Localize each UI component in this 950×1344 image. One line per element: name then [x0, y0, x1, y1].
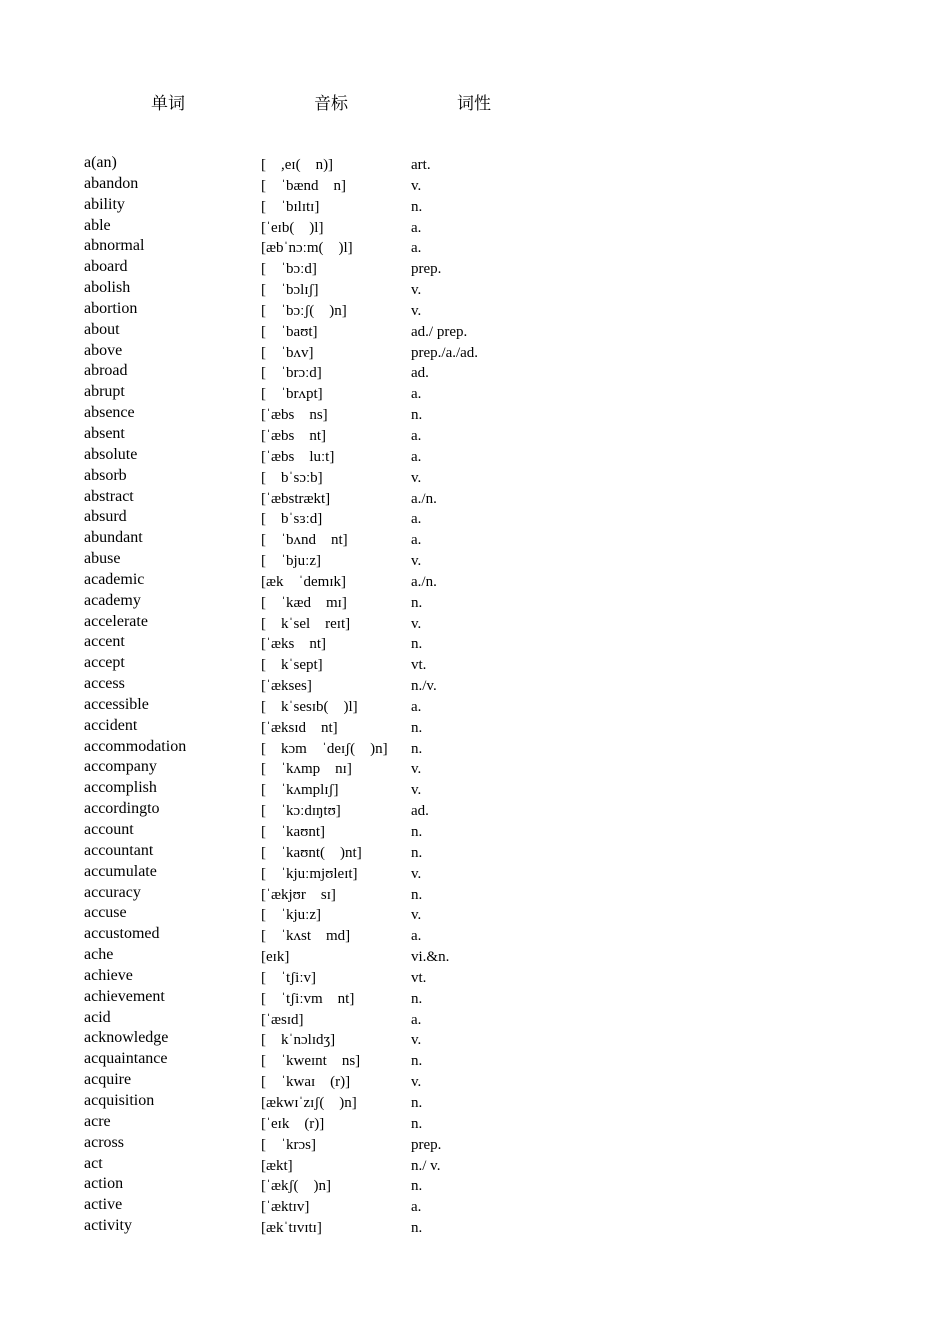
entry-word: absurd [84, 508, 127, 526]
vocabulary-row [0, 1008, 950, 1029]
entry-phonetic: [ˈæbs luːt] [261, 448, 335, 465]
vocabulary-row [0, 320, 950, 341]
entry-phonetic: [ˈæksɪd nt] [261, 719, 338, 736]
entry-phonetic: [ bˈsɜːd] [261, 511, 323, 528]
vocabulary-row [0, 1070, 950, 1091]
vocabulary-row [0, 341, 950, 362]
entry-word: accent [84, 633, 125, 651]
entry-phonetic: [ˈæktɪv] [261, 1199, 310, 1216]
entry-phonetic: [ ˈkweɪnt ns] [261, 1053, 361, 1070]
vocabulary-row [0, 257, 950, 278]
entry-word: across [84, 1133, 124, 1151]
entry-part-of-speech: n./v. [411, 678, 437, 695]
vocabulary-row [0, 278, 950, 299]
entry-word: absent [84, 424, 125, 442]
vocabulary-row [0, 945, 950, 966]
entry-part-of-speech: a./n. [411, 490, 437, 507]
entry-phonetic: [ ˈkʌst md] [261, 928, 351, 945]
entry-part-of-speech: art. [411, 157, 431, 173]
entry-part-of-speech: v. [411, 553, 422, 570]
entry-part-of-speech: a. [411, 928, 422, 945]
vocabulary-row [0, 778, 950, 799]
entry-word: acknowledge [84, 1029, 169, 1047]
vocabulary-row [0, 1091, 950, 1112]
entry-word: accelerate [84, 612, 148, 630]
entry-phonetic: [ ˈkɔːdɪŋtʊ] [261, 803, 341, 820]
vocabulary-row [0, 862, 950, 883]
entry-phonetic: [ ˈbrɔːd] [261, 365, 322, 382]
vocabulary-row [0, 987, 950, 1008]
vocabulary-row [0, 1195, 950, 1216]
vocabulary-row [0, 653, 950, 674]
vocabulary-row [0, 799, 950, 820]
entry-word: able [84, 216, 111, 234]
vocabulary-row [0, 612, 950, 633]
entry-part-of-speech: n. [411, 719, 423, 736]
vocabulary-row [0, 236, 950, 257]
entry-phonetic: [ ˈtʃiːv] [261, 969, 316, 986]
entry-part-of-speech: v. [411, 282, 422, 299]
entry-phonetic: [ ˈbjuːz] [261, 553, 321, 570]
entry-word: acre [84, 1112, 111, 1130]
entry-phonetic: [ kˈsel reɪt] [261, 615, 351, 632]
entry-part-of-speech: v. [411, 907, 422, 924]
vocabulary-row [0, 570, 950, 591]
entry-phonetic: [ˈæbs nt] [261, 427, 326, 444]
vocabulary-row [0, 549, 950, 570]
vocabulary-row [0, 361, 950, 382]
vocabulary-row [0, 924, 950, 945]
entry-word: about [84, 320, 120, 338]
entry-phonetic: [æbˈnɔːm( )l] [261, 240, 353, 257]
vocabulary-row [0, 1028, 950, 1049]
entry-word: academy [84, 591, 141, 609]
entry-part-of-speech: a. [411, 427, 422, 444]
entry-phonetic: [ kˈnɔlɪdʒ] [261, 1032, 336, 1049]
entry-word: accountant [84, 841, 154, 859]
entry-phonetic: [ˈeɪk (r)] [261, 1115, 325, 1132]
entry-word: acquaintance [84, 1050, 168, 1068]
vocabulary-row [0, 466, 950, 487]
entry-phonetic: [ ˈbʌnd nt] [261, 532, 348, 549]
entry-part-of-speech: n. [411, 844, 423, 861]
entry-part-of-speech: n. [411, 1053, 423, 1070]
entry-word: accessible [84, 695, 149, 713]
vocabulary-row [0, 528, 950, 549]
entry-part-of-speech: n. [411, 407, 423, 424]
entry-phonetic: [eɪk] [261, 949, 290, 966]
entry-word: above [84, 341, 123, 359]
entry-phonetic: [ ˈbɔːd] [261, 261, 317, 278]
entry-phonetic: [ˈækʃ( )n] [261, 1178, 331, 1195]
vocabulary-row [0, 695, 950, 716]
entry-phonetic: [ kˈsesɪb( )l] [261, 698, 358, 715]
entry-word: absorb [84, 466, 127, 484]
entry-part-of-speech: n. [411, 594, 423, 611]
entry-part-of-speech: vt. [411, 657, 427, 674]
entry-phonetic: [ˈæbstrækt] [261, 490, 331, 507]
vocabulary-row [0, 424, 950, 445]
entry-word: accommodation [84, 737, 187, 755]
entry-part-of-speech: n. [411, 1178, 423, 1195]
entry-phonetic: [ækt] [261, 1157, 293, 1174]
vocabulary-row [0, 216, 950, 237]
entry-part-of-speech: prep. [411, 261, 442, 278]
entry-word: abortion [84, 299, 138, 317]
vocabulary-row [0, 883, 950, 904]
entry-phonetic: [ˈeɪb( )l] [261, 219, 324, 236]
vocabulary-row [0, 487, 950, 508]
vocabulary-row [0, 674, 950, 695]
entry-part-of-speech: v. [411, 1032, 422, 1049]
entry-word: accuracy [84, 883, 141, 901]
entry-part-of-speech: n. [411, 198, 423, 215]
entry-phonetic: [ ,eɪ( n)] [261, 157, 334, 173]
entry-phonetic: [æk ˈdemɪk] [261, 573, 346, 590]
vocabulary-row [0, 591, 950, 612]
entry-phonetic: [ kɔm ˈdeɪʃ( )n] [261, 740, 388, 757]
vocabulary-row [0, 903, 950, 924]
entry-word: action [84, 1175, 124, 1193]
entry-part-of-speech: vt. [411, 969, 427, 986]
entry-part-of-speech: v. [411, 1074, 422, 1091]
entry-part-of-speech: n. [411, 990, 423, 1007]
vocabulary-row [0, 1174, 950, 1195]
vocabulary-row [0, 299, 950, 320]
entry-phonetic: [ ˈbɔːʃ( )n] [261, 302, 347, 319]
entry-word: achievement [84, 987, 165, 1005]
entry-part-of-speech: a. [411, 448, 422, 465]
entry-word: accept [84, 654, 125, 672]
vocabulary-row [0, 966, 950, 987]
entry-part-of-speech: v. [411, 865, 422, 882]
vocabulary-row [0, 820, 950, 841]
entry-part-of-speech: prep. [411, 1136, 442, 1153]
entry-phonetic: [ ˈbænd n] [261, 177, 346, 194]
entry-part-of-speech: ad./ prep. [411, 323, 468, 340]
entry-part-of-speech: v. [411, 615, 422, 632]
entry-word: abuse [84, 550, 121, 568]
vocabulary-row [0, 1133, 950, 1154]
entry-phonetic: [ækˈtɪvɪtɪ] [261, 1220, 322, 1237]
vocabulary-row [0, 716, 950, 737]
entry-phonetic: [ ˈkwaɪ (r)] [261, 1074, 351, 1091]
vocabulary-list [0, 153, 950, 1237]
entry-word: account [84, 821, 134, 838]
entry-phonetic: [ ˈtʃiːvm nt] [261, 990, 355, 1007]
vocabulary-row [0, 382, 950, 403]
entry-word: aboard [84, 258, 128, 276]
entry-part-of-speech: v. [411, 782, 422, 799]
entry-part-of-speech: a. [411, 240, 422, 257]
vocabulary-row [0, 403, 950, 424]
entry-part-of-speech: a. [411, 219, 422, 236]
entry-phonetic: [ ˈbɪlɪtɪ] [261, 198, 320, 215]
entry-part-of-speech: n. [411, 636, 423, 653]
vocabulary-row [0, 757, 950, 778]
entry-word: acquire [84, 1071, 132, 1089]
vocabulary-row [0, 737, 950, 758]
entry-part-of-speech: n. [411, 824, 423, 840]
vocabulary-row [0, 1216, 950, 1237]
entry-part-of-speech: a. [411, 511, 422, 528]
entry-word: acquisition [84, 1091, 155, 1109]
entry-phonetic: [ ˈkaʊnt] [261, 824, 326, 840]
vocabulary-row [0, 841, 950, 862]
entry-word: act [84, 1154, 103, 1172]
entry-phonetic: [ ˈkaʊnt( )nt] [261, 844, 362, 861]
entry-word: accumulate [84, 862, 157, 880]
entry-phonetic: [ kˈsept] [261, 657, 323, 674]
entry-word: accomplish [84, 779, 157, 797]
entry-part-of-speech: v. [411, 302, 422, 319]
entry-part-of-speech: a. [411, 532, 422, 549]
entry-word: abundant [84, 529, 143, 547]
entry-part-of-speech: n. [411, 1115, 423, 1132]
vocabulary-row [0, 507, 950, 528]
entry-part-of-speech: n. [411, 1094, 423, 1111]
entry-word: abolish [84, 279, 131, 297]
entry-phonetic: [ ˈbʌv] [261, 344, 314, 361]
entry-word: abnormal [84, 237, 145, 255]
entry-part-of-speech: v. [411, 177, 422, 194]
entry-part-of-speech: v. [411, 469, 422, 486]
vocabulary-row [0, 174, 950, 195]
entry-phonetic: [ˈæsɪd] [261, 1011, 304, 1028]
vocabulary-row [0, 1112, 950, 1133]
entry-part-of-speech: a. [411, 1199, 422, 1216]
vocabulary-row [0, 153, 950, 174]
entry-word: a(an) [84, 154, 117, 171]
entry-word: abandon [84, 174, 139, 192]
entry-phonetic: [ bˈsɔːb] [261, 469, 323, 486]
vocabulary-row [0, 195, 950, 216]
entry-part-of-speech: a. [411, 1011, 422, 1028]
entry-phonetic: [ ˈkʌmplɪʃ] [261, 782, 339, 799]
entry-part-of-speech: n. [411, 886, 423, 903]
entry-word: absence [84, 404, 135, 422]
entry-phonetic: [ ˈkʌmp nɪ] [261, 761, 352, 778]
entry-word: activity [84, 1217, 132, 1235]
entry-word: abrupt [84, 383, 125, 401]
entry-word: accompany [84, 758, 157, 776]
entry-part-of-speech: prep./a./ad. [411, 344, 479, 361]
entry-word: ability [84, 195, 125, 213]
entry-part-of-speech: ad. [411, 803, 429, 820]
entry-word: accordingto [84, 800, 160, 818]
column-header-part-of-speech: 词性 [457, 94, 491, 114]
column-header-phonetic: 音标 [314, 94, 348, 114]
entry-word: acid [84, 1008, 111, 1026]
entry-word: accident [84, 716, 138, 734]
entry-word: access [84, 675, 125, 693]
column-header-word: 单词 [151, 94, 185, 114]
entry-word: achieve [84, 966, 133, 984]
entry-phonetic: [ ˈkjuːz] [261, 907, 321, 924]
entry-part-of-speech: v. [411, 761, 422, 778]
entry-phonetic: [ˈæks nt] [261, 636, 326, 653]
entry-word: abstract [84, 487, 134, 505]
entry-phonetic: [ˈækses] [261, 678, 312, 695]
vocabulary-row [0, 632, 950, 653]
entry-word: accustomed [84, 925, 160, 943]
entry-word: active [84, 1196, 123, 1214]
entry-phonetic: [ ˈkjuːmjʊleɪt] [261, 865, 358, 882]
entry-phonetic: [ˈækjʊr sɪ] [261, 886, 336, 903]
entry-phonetic: [ækwɪˈzɪʃ( )n] [261, 1094, 357, 1111]
vocabulary-row [0, 445, 950, 466]
entry-phonetic: [ ˈkæd mɪ] [261, 594, 347, 611]
entry-part-of-speech: a./n. [411, 573, 437, 590]
column-header-row [0, 92, 950, 116]
vocabulary-row [0, 1154, 950, 1175]
entry-part-of-speech: a. [411, 698, 422, 715]
entry-part-of-speech: n./ v. [411, 1157, 441, 1174]
entry-phonetic: [ ˈkrɔs] [261, 1136, 316, 1153]
entry-part-of-speech: a. [411, 386, 422, 403]
entry-word: abroad [84, 362, 128, 380]
entry-part-of-speech: vi.&n. [411, 949, 450, 966]
vocabulary-row [0, 1049, 950, 1070]
entry-phonetic: [ ˈbɔlɪʃ] [261, 282, 319, 299]
entry-word: ache [84, 946, 114, 964]
entry-phonetic: [ˈæbs ns] [261, 407, 328, 424]
entry-part-of-speech: n. [411, 1220, 423, 1237]
entry-word: accuse [84, 904, 127, 922]
entry-part-of-speech: ad. [411, 365, 429, 382]
entry-word: absolute [84, 445, 138, 463]
entry-phonetic: [ ˈbrʌpt] [261, 386, 323, 403]
entry-word: academic [84, 570, 145, 588]
entry-phonetic: [ ˈbaʊt] [261, 323, 318, 340]
entry-part-of-speech: n. [411, 740, 423, 757]
